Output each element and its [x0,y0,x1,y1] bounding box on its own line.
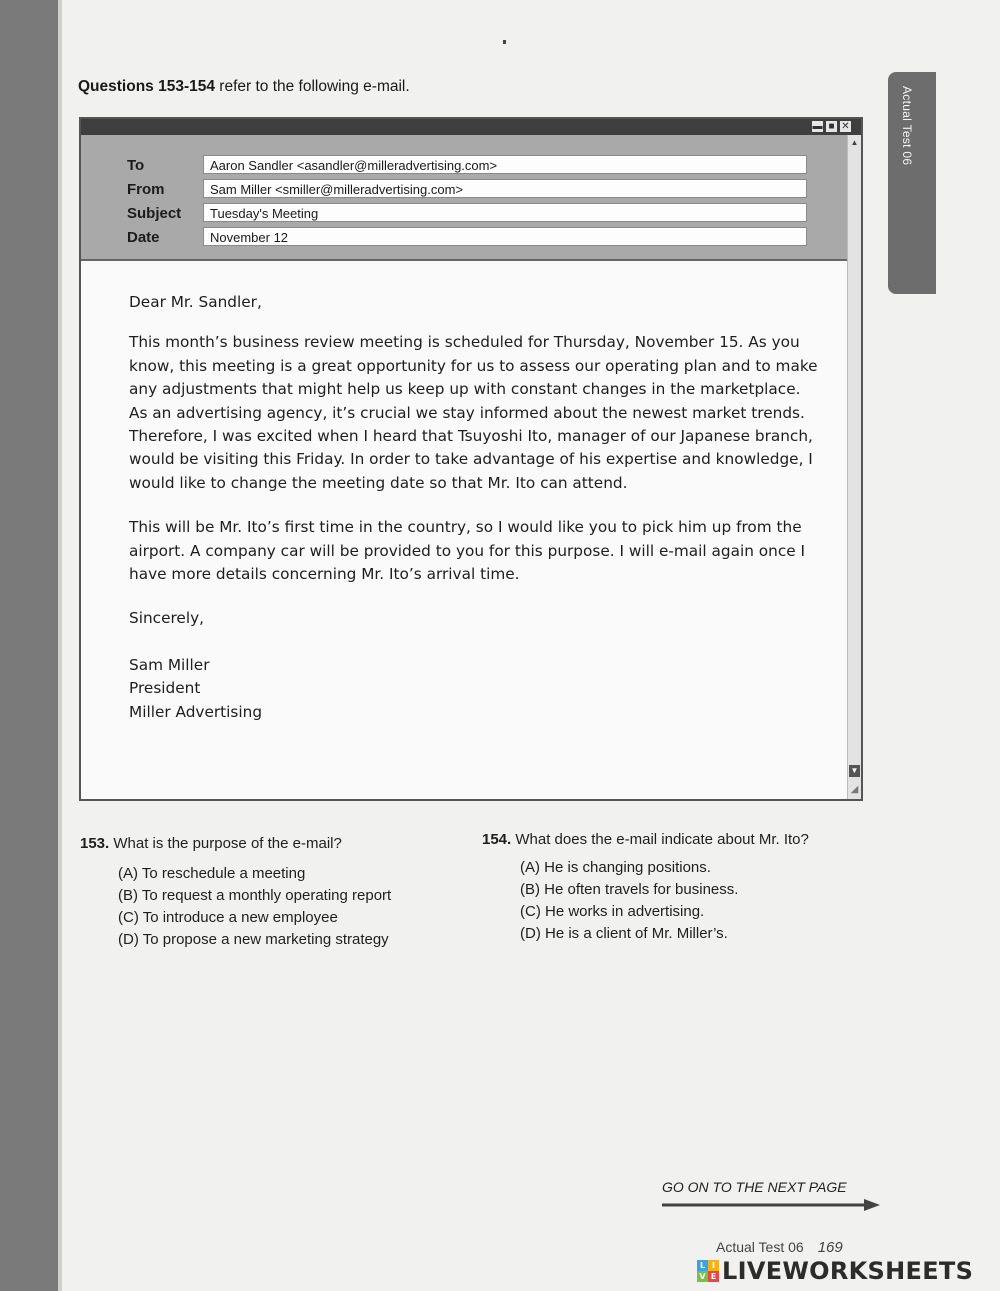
subject-row [81,203,847,225]
question-stem: What is the purpose of the e-mail? [113,835,342,852]
question-154 [482,829,862,945]
logo-letter: V [697,1271,708,1282]
window-controls [812,121,851,132]
answer-options [80,863,460,951]
date-label: Date [127,229,160,246]
email-header [81,135,847,259]
to-label: To [127,157,145,174]
close-icon[interactable]: ✕ [841,121,850,132]
scroll-down-icon[interactable]: ▼ [850,766,859,775]
question-number: 153. [80,835,110,852]
email-scrollbar[interactable] [847,135,861,799]
print-speck [503,40,506,44]
question-153 [80,833,460,951]
minimize-icon[interactable]: ▬ [812,121,823,132]
logo-letter: L [697,1260,708,1271]
answer-option[interactable]: (D) To propose a new marketing strategy [118,931,389,948]
answer-option[interactable]: (A) He is changing positions. [520,859,711,876]
right-arrow-icon [662,1198,880,1212]
side-tab-label: Actual Test 06 [900,86,914,166]
logo-letter: E [708,1271,719,1282]
closing: Sincerely, [129,609,205,628]
maximize-icon[interactable]: ■ [826,121,837,132]
scroll-up-icon[interactable]: ▲ [850,138,859,147]
footer-section: Actual Test 06 [716,1239,804,1255]
date-field[interactable]: November 12 [203,227,807,246]
answer-options [482,857,862,945]
page-number: 169 [817,1239,843,1256]
answer-option[interactable]: (C) To introduce a new employee [118,909,338,926]
next-page-label: GO ON TO THE NEXT PAGE [662,1179,847,1195]
answer-option[interactable]: (D) He is a client of Mr. Miller’s. [520,925,728,942]
to-row [81,155,847,177]
header-divider [81,259,847,261]
signature-name: Sam Miller [129,655,210,674]
answer-option[interactable]: (B) He often travels for business. [520,881,739,898]
page-footer [716,1239,843,1256]
email-titlebar [81,119,861,135]
answer-option[interactable]: (A) To reschedule a meeting [118,865,306,882]
liveworksheets-logo-icon [697,1260,719,1282]
question-number: 154. [482,831,512,848]
resize-grip-icon[interactable]: ◢ [850,784,859,795]
email-body [129,291,819,724]
from-label: From [127,181,165,198]
question-stem: What does the e-mail indicate about Mr. Ito? [515,831,809,848]
questions-heading-rest: refer to the following e-mail. [214,78,410,95]
from-row [81,179,847,201]
side-tab [888,72,936,294]
answer-option[interactable]: (B) To request a monthly operating report [118,887,392,904]
email-window [79,117,863,801]
answer-option[interactable]: (C) He works in advertising. [520,903,705,920]
email-paragraph: This will be Mr. Ito’s first time in the country, so I would like you to pick him up from the airport. A company car will be provided to you for this purpose. I will e-mail again once I have more details concerning Mr. Ito’s arrival time. [129,518,806,584]
email-paragraph: This month’s business review meeting is scheduled for Thursday, November 15. As you know, this meeting is a great opportunity for us to assess our operating plan and to make any adjustments that might help us keep up with constant changes in the marketplace. As an advertising agency, it’s crucial we stay informed about the newest market trends. Therefore, I was excited when I heard that Tsuyoshi Ito, manager of our Japanese branch, would be visiting this Friday. In order to take advantage of his expertise and knowledge, I would like to change the meeting date so that Mr. Ito can attend. [129,333,818,492]
signature-title: President [129,679,201,698]
date-row [81,227,847,249]
from-field[interactable]: Sam Miller <smiller@milleradvertising.com> [203,179,807,198]
salutation: Dear Mr. Sandler, [129,293,262,311]
subject-field[interactable]: Tuesday's Meeting [203,203,807,222]
signature-company: Miller Advertising [129,702,263,721]
subject-label: Subject [127,205,182,222]
questions-heading [78,78,410,96]
watermark-text: LIVEWORKSHEETS [722,1257,974,1285]
logo-letter: I [708,1260,719,1271]
liveworksheets-watermark [697,1256,973,1286]
questions-range: Questions 153-154 [78,78,215,95]
to-field[interactable]: Aaron Sandler <asandler@milleradvertising.com> [203,155,807,174]
